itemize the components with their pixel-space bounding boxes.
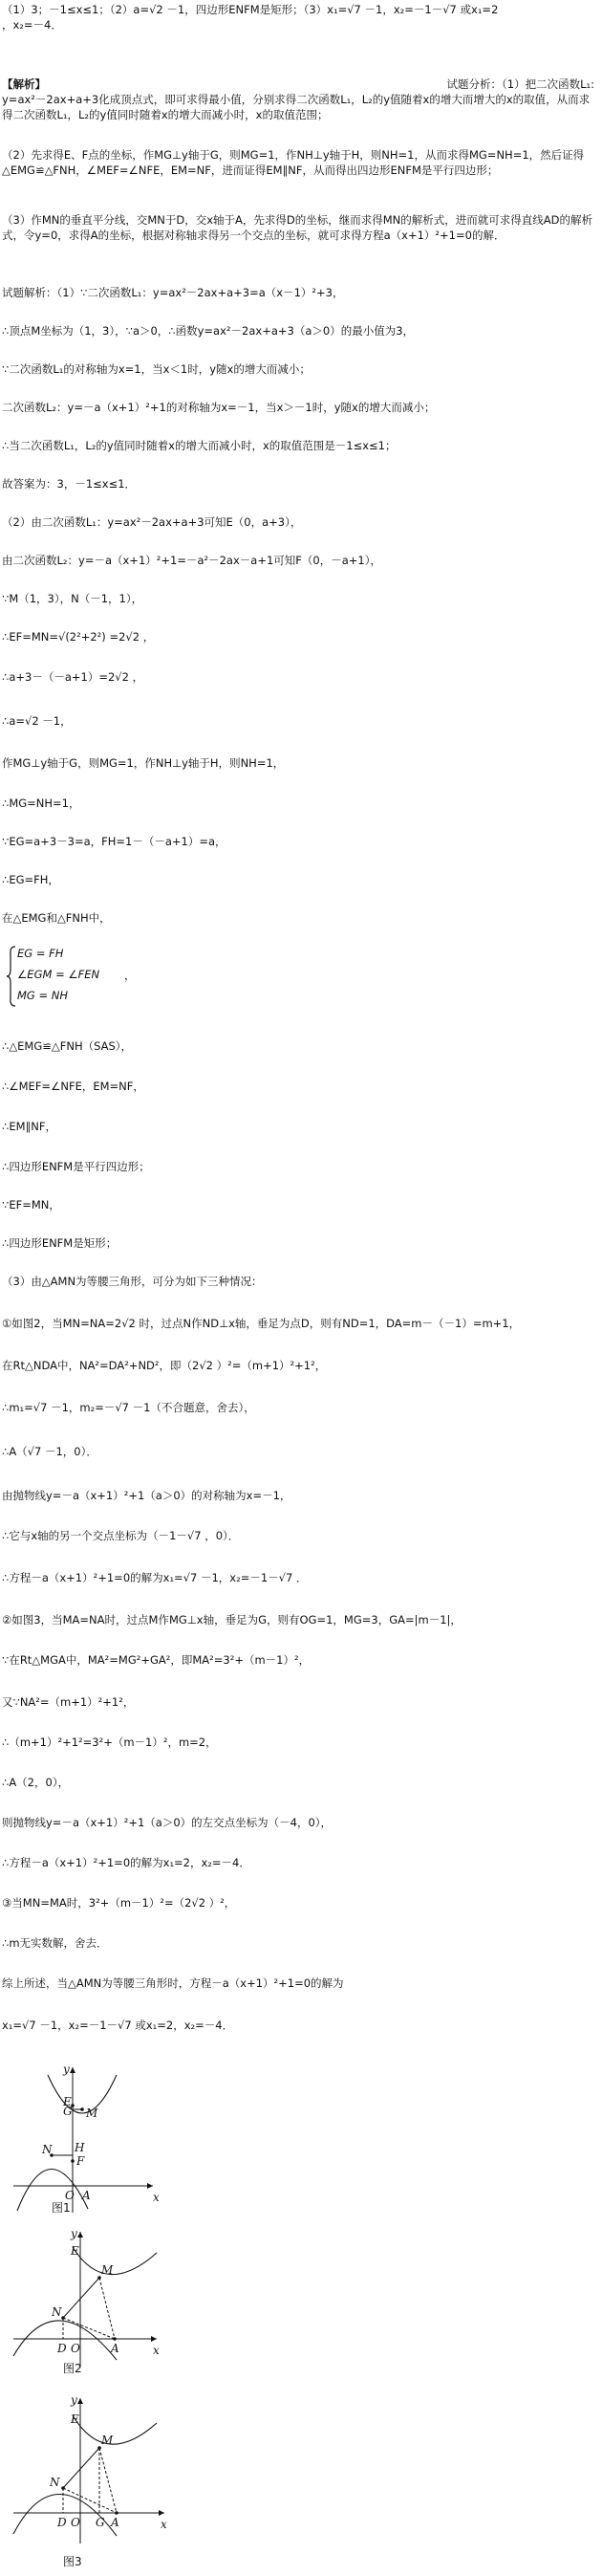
solution2-line-2: ∴∠MEF=∠NFE，EM=NF， <box>2 1080 144 1093</box>
figure-2-caption: 图2 <box>63 2362 82 2375</box>
brace-icon <box>6 945 17 1008</box>
solution-line-8: 由二次函数L₂：y=－a（x+1）²+1=－a²－2ax－a+1可知F（0，－a+1）， <box>2 554 381 567</box>
fig3-label-G: G <box>96 2516 105 2529</box>
solution2-line-23: ∴m无实数解，舍去． <box>2 1936 108 1950</box>
solution2-line-19: ∴A（2，0）， <box>2 1776 70 1789</box>
solution-line-6: 故答案为：3，－1≤x≤1． <box>2 477 137 491</box>
solution2-line-12: 由抛物线y=－a（x+1）²+1（a＞0）的对称轴为x=－1， <box>2 1489 291 1502</box>
figure-3 <box>10 2394 172 2570</box>
solution-line-4: 二次函数L₂：y=－a（x+1）²+1的对称轴为x=－1，当x＞－1时，y随x的增大而减小； <box>2 401 436 414</box>
fig1-label-O: O <box>65 2189 75 2202</box>
solution-line-11: ∴a+3－（－a+1）=2√2 ， <box>2 670 144 684</box>
condition-3: MG = NH <box>17 989 69 1002</box>
figure-3-caption: 图3 <box>63 2555 82 2568</box>
solution2-line-6: ∴四边形ENFM是矩形； <box>2 1236 118 1250</box>
answer-line-2: ，x₂=－4． <box>2 18 62 32</box>
solution2-line-25: x₁=√7 －1，x₂=－1－√7 或x₁=2，x₂=－4． <box>2 2019 234 2032</box>
fig2-label-N: N <box>52 2305 62 2319</box>
fig1-label-E: E <box>63 2095 72 2108</box>
solution-line-2: ∴顶点M坐标为（1，3），∵a＞0，∴函数y=ax²－2ax+a+3（a＞0）的最小值为3， <box>2 324 415 338</box>
figure-1-caption: 图1 <box>52 2201 71 2215</box>
fig2-label-y: y <box>71 2228 77 2240</box>
condition-2: ∠EGM = ∠FEN <box>17 968 100 981</box>
fig3-label-E: E <box>71 2412 79 2426</box>
analysis-paragraph-2: （2）先求得E、F点的坐标，作MG⊥y轴于G，则MG=1，作NH⊥y轴于H，则NH=1，从而求得MG=NH=1，然后证得△EMG≌△FNH，∠MEF=∠NFE，EM=NF，进而证得EM∥NF，从而得出四边形ENFM是平行四边形； <box>2 148 585 177</box>
fig1-label-y: y <box>63 2063 70 2076</box>
solution2-line-9: 在Rt△NDA中，NA²=DA²+ND²，即（2√2 ）²=（m+1）²+1²， <box>2 1359 327 1372</box>
solution2-line-13: ∴它与x轴的另一个交点坐标为（－1－√7 ，0）． <box>2 1529 240 1542</box>
solution2-line-7: （3）由△AMN为等腰三角形，可分为如下三种情况： <box>2 1275 263 1288</box>
fig1-label-M: M <box>86 2107 98 2120</box>
condition-tail: ， <box>124 969 136 982</box>
solution2-line-1: ∴△EMG≌△FNH（SAS）， <box>2 1039 133 1053</box>
figure-1 <box>10 2063 162 2216</box>
fig2-label-D: D <box>57 2342 67 2355</box>
fig3-label-O: O <box>71 2516 80 2529</box>
solution2-line-16: ∵在Rt△MGA中，MA²=MG²+GA²，即MA²=3²+（m－1）²， <box>2 1653 311 1667</box>
solution-line-3: ∵二次函数L₁的对称轴为x=1，当x＜1时，y随x的增大而减小； <box>2 362 311 376</box>
solution2-line-18: ∴（m+1）²+1²=3²+（m－1）²，m=2， <box>2 1736 217 1749</box>
figure-2-diagram <box>10 2228 162 2381</box>
solution-line-16: ∴EG=FH， <box>2 873 59 886</box>
solution-line-17: 在△EMG和△FNH中， <box>2 911 111 925</box>
figure-2 <box>10 2228 162 2381</box>
figure-1-diagram <box>10 2063 162 2216</box>
answer-line-1: （1）3；－1≤x≤1；（2）a=√2 －1，四边形ENFM是矩形；（3）x₁=√7 －1，x₂=－1－√7 或x₁=2 <box>2 3 499 16</box>
solution2-line-15: ②如图3，当MA=NA时，过点M作MG⊥x轴，垂足为G，则有OG=1，MG=3，GA=|m－1|， <box>2 1613 462 1626</box>
fig3-label-N: N <box>50 2476 60 2489</box>
fig1-label-G: G <box>63 2105 73 2118</box>
fig1-label-N: N <box>42 2143 53 2156</box>
solution2-line-3: ∴EM∥NF， <box>2 1120 56 1133</box>
solution-line-7: （2）由二次函数L₁：y=ax²－2ax+a+3可知E（0，a+3）， <box>2 515 302 529</box>
condition-1: EG = FH <box>17 947 64 960</box>
fig2-label-x: x <box>153 2344 160 2357</box>
solution2-line-14: ∴方程－a（x+1）²+1=0的解为x₁=√7 －1，x₂=－1－√7 ． <box>2 1571 308 1584</box>
solution-line-12: ∴a=√2 －1， <box>2 714 72 728</box>
congruence-conditions <box>6 945 159 1008</box>
fig2-label-A: A <box>111 2342 119 2355</box>
figure-3-diagram <box>10 2394 172 2555</box>
solution-line-13: 作MG⊥y轴于G，则MG=1，作NH⊥y轴于H，则NH=1， <box>2 756 285 770</box>
fig2-label-O: O <box>71 2342 80 2355</box>
solution2-line-11: ∴A（√7 －1，0）． <box>2 1445 97 1458</box>
fig3-label-A: A <box>111 2516 119 2529</box>
analysis-right-head: 试题分析：（1）把二次函数L₁: <box>446 77 594 91</box>
fig2-label-E: E <box>71 2244 79 2258</box>
solution2-line-10: ∴m₁=√7 －1，m₂=－√7 －1（不合题意，舍去）， <box>2 1401 255 1414</box>
fig3-label-x: x <box>161 2518 167 2531</box>
solution2-line-21: ∴方程－a（x+1）²+1=0的解为x₁=2，x₂=－4． <box>2 1856 250 1869</box>
analysis-header: 【解析】 <box>2 77 46 91</box>
fig1-label-A: A <box>82 2189 91 2202</box>
solution2-line-22: ③当MN=MA时，3²+（m－1）²=（2√2 ）²， <box>2 1896 236 1910</box>
solution2-line-24: 综上所述，当△AMN为等腰三角形时，方程－a（x+1）²+1=0的解为 <box>2 1976 344 1990</box>
solution2-line-5: ∵EF=MN， <box>2 1198 60 1212</box>
solution-line-1: 试题解析：（1）∵二次函数L₁：y=ax²－2ax+a+3=a（x－1）²+3， <box>2 286 344 299</box>
solution-line-14: ∴MG=NH=1， <box>2 797 80 810</box>
solution-line-9: ∵M（1，3），N（－1，1）， <box>2 592 143 605</box>
fig2-label-M: M <box>101 2263 114 2277</box>
analysis-paragraph-1: y=ax²－2ax+a+3化成顶点式，即可求得最小值，分别求得二次函数L₁，L₂的y值随着x的增大而增大的x的取值，从而求得二次函数L₁，L₂的y值同时随着x的增大而减小时，x的取值范围； <box>2 93 591 121</box>
fig1-label-F: F <box>76 2154 85 2168</box>
analysis-paragraph-3: （3）作MN的垂直平分线，交MN于D，交x轴于A，先求得D的坐标，继而求得MN的解析式，进而就可求得直线AD的解析式，令y=0，求得A的坐标，根据对称轴求得另一个交点的坐标，就可求得方程a（x+1）²+1=0的解． <box>2 213 592 242</box>
solution2-line-20: 则抛物线y=－a（x+1）²+1（a＞0）的左交点坐标为（－4，0）， <box>2 1816 333 1829</box>
solution-line-10: ∴EF=MN=√(2²+2²) =2√2 ， <box>2 630 155 644</box>
solution2-line-17: 又∵NA²=（m+1）²+1²， <box>2 1695 135 1709</box>
solution-line-5: ∴当二次函数L₁，L₂的y值同时随着x的增大而减小时，x的取值范围是－1≤x≤1； <box>2 439 397 452</box>
fig1-label-x: x <box>153 2191 160 2204</box>
fig3-label-y: y <box>71 2394 77 2407</box>
fig3-label-M: M <box>101 2434 114 2447</box>
fig1-label-H: H <box>75 2141 85 2154</box>
fig3-label-D: D <box>57 2516 67 2529</box>
solution-line-15: ∵EG=a+3－3=a，FH=1－（－a+1）=a， <box>2 835 226 848</box>
solution2-line-4: ∴四边形ENFM是平行四边形； <box>2 1160 150 1173</box>
solution2-line-8: ①如图2，当MN=NA=2√2 时，过点N作ND⊥x轴，垂足为点D，则有ND=1，DA=m－（－1）=m+1， <box>2 1317 521 1330</box>
